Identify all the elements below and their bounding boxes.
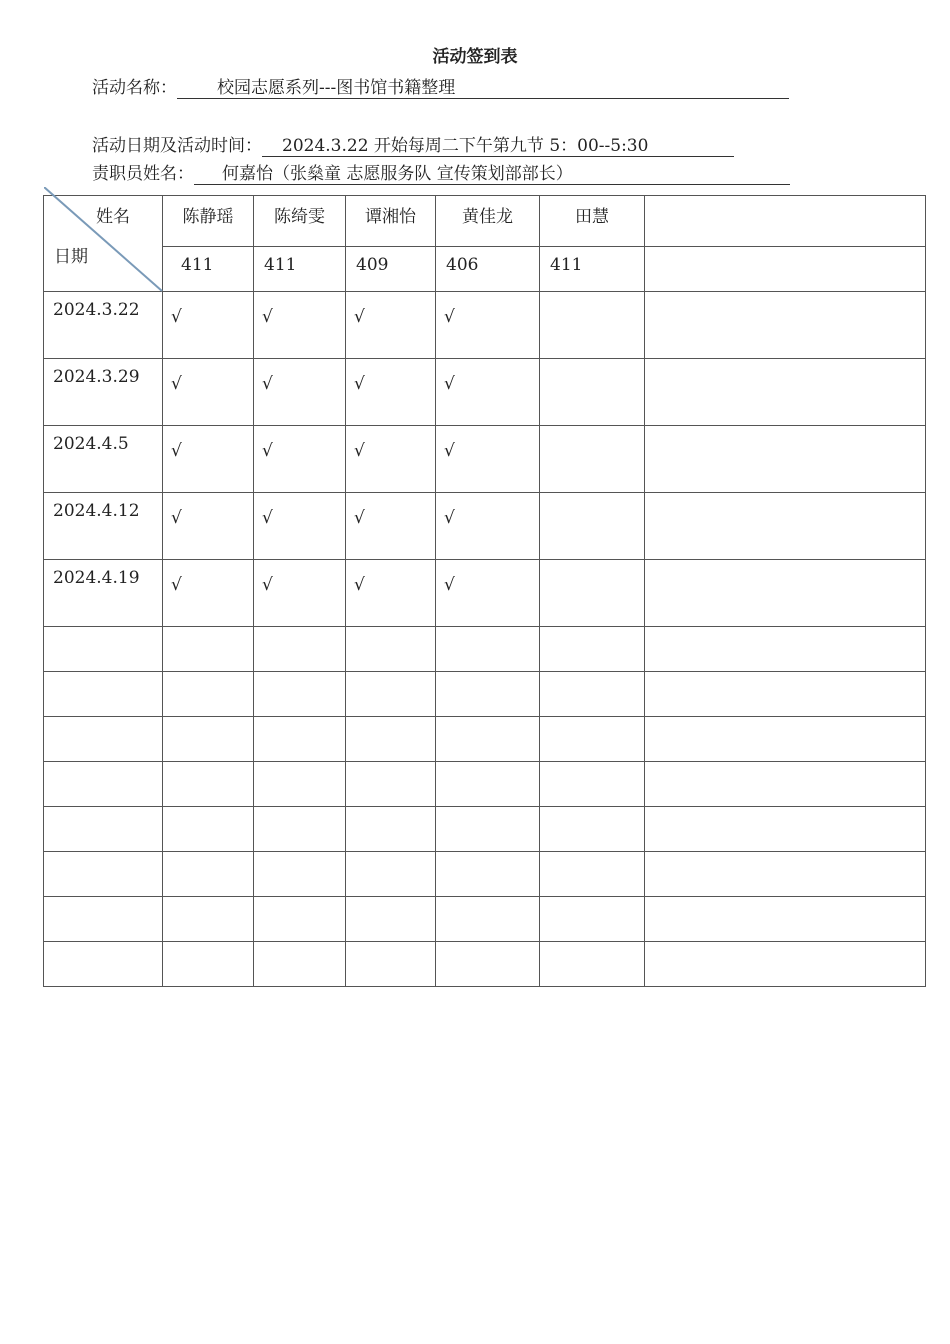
blank-cell bbox=[645, 359, 926, 426]
blank-cell bbox=[540, 807, 645, 852]
blank-cell bbox=[346, 627, 436, 672]
activity-time-line bbox=[92, 131, 734, 157]
blank-cell bbox=[436, 717, 540, 762]
blank-cell bbox=[436, 672, 540, 717]
officer-line bbox=[92, 159, 790, 185]
blank-cell bbox=[163, 852, 254, 897]
blank-cell bbox=[346, 942, 436, 987]
check-cell: √ bbox=[436, 359, 540, 426]
blank-cell bbox=[44, 807, 163, 852]
attendance-row bbox=[44, 493, 926, 560]
check-cell: √ bbox=[254, 292, 346, 359]
activity-time-label: 活动日期及活动时间： bbox=[92, 136, 262, 156]
check-cell: √ bbox=[254, 560, 346, 627]
blank-cell bbox=[44, 897, 163, 942]
blank-cell bbox=[645, 292, 926, 359]
blank-cell bbox=[436, 762, 540, 807]
check-cell: √ bbox=[346, 359, 436, 426]
blank-cell bbox=[44, 942, 163, 987]
blank-cell bbox=[346, 672, 436, 717]
blank-cell bbox=[540, 852, 645, 897]
empty-row bbox=[44, 942, 926, 987]
check-cell: √ bbox=[346, 560, 436, 627]
attendance-row bbox=[44, 359, 926, 426]
blank-cell bbox=[645, 897, 926, 942]
check-cell: √ bbox=[436, 493, 540, 560]
officer-value: 何嘉怡（张燊童 志愿服务队 宣传策划部部长） bbox=[194, 163, 790, 185]
check-cell: √ bbox=[163, 359, 254, 426]
page-title: 活动签到表 bbox=[432, 47, 518, 67]
date-cell: 2024.4.5 bbox=[44, 426, 163, 493]
member-name: 谭湘怡 bbox=[346, 196, 436, 247]
header-row-names bbox=[44, 196, 926, 247]
blank-cell bbox=[163, 942, 254, 987]
blank-cell bbox=[163, 672, 254, 717]
blank-cell bbox=[44, 717, 163, 762]
blank-cell bbox=[346, 807, 436, 852]
check-cell bbox=[540, 426, 645, 493]
activity-name-value: 校园志愿系列---图书馆书籍整理 bbox=[177, 77, 789, 99]
check-cell: √ bbox=[346, 426, 436, 493]
check-cell: √ bbox=[163, 493, 254, 560]
header-row-rooms bbox=[44, 247, 926, 292]
blank-cell bbox=[44, 627, 163, 672]
check-cell: √ bbox=[254, 426, 346, 493]
blank-cell bbox=[163, 627, 254, 672]
blank-cell bbox=[436, 942, 540, 987]
blank-cell bbox=[346, 762, 436, 807]
check-cell: √ bbox=[346, 292, 436, 359]
blank-header-cell bbox=[645, 247, 926, 292]
check-cell: √ bbox=[163, 292, 254, 359]
check-cell bbox=[540, 560, 645, 627]
blank-cell bbox=[44, 672, 163, 717]
blank-cell bbox=[163, 807, 254, 852]
blank-cell bbox=[44, 762, 163, 807]
check-cell bbox=[540, 493, 645, 560]
empty-row bbox=[44, 762, 926, 807]
blank-cell bbox=[645, 560, 926, 627]
sign-in-table bbox=[43, 195, 926, 987]
officer-label: 责职员姓名： bbox=[92, 164, 194, 184]
blank-cell bbox=[254, 717, 346, 762]
blank-cell bbox=[540, 897, 645, 942]
empty-row bbox=[44, 627, 926, 672]
date-cell: 2024.3.22 bbox=[44, 292, 163, 359]
blank-cell bbox=[645, 672, 926, 717]
activity-time-value: 2024.3.22 开始每周二下午第九节 5：00--5:30 bbox=[262, 135, 734, 157]
member-room: 406 bbox=[436, 247, 540, 292]
blank-cell bbox=[254, 627, 346, 672]
blank-cell bbox=[645, 852, 926, 897]
blank-cell bbox=[346, 897, 436, 942]
blank-cell bbox=[540, 762, 645, 807]
blank-cell bbox=[346, 852, 436, 897]
member-room: 411 bbox=[163, 247, 254, 292]
blank-cell bbox=[645, 807, 926, 852]
blank-cell bbox=[645, 942, 926, 987]
blank-cell bbox=[163, 897, 254, 942]
check-cell: √ bbox=[254, 359, 346, 426]
date-cell: 2024.4.19 bbox=[44, 560, 163, 627]
activity-name-label: 活动名称： bbox=[92, 78, 177, 98]
attendance-row bbox=[44, 560, 926, 627]
empty-row bbox=[44, 672, 926, 717]
blank-cell bbox=[645, 717, 926, 762]
blank-cell bbox=[540, 672, 645, 717]
blank-cell bbox=[254, 807, 346, 852]
empty-row bbox=[44, 717, 926, 762]
activity-name-line bbox=[92, 73, 789, 99]
blank-cell bbox=[254, 852, 346, 897]
check-cell: √ bbox=[346, 493, 436, 560]
attendance-row bbox=[44, 426, 926, 493]
check-cell bbox=[540, 292, 645, 359]
check-cell bbox=[540, 359, 645, 426]
blank-cell bbox=[645, 762, 926, 807]
check-cell: √ bbox=[163, 426, 254, 493]
blank-cell bbox=[254, 762, 346, 807]
blank-cell bbox=[436, 627, 540, 672]
blank-cell bbox=[436, 807, 540, 852]
blank-cell bbox=[436, 852, 540, 897]
blank-cell bbox=[163, 717, 254, 762]
date-cell: 2024.3.29 bbox=[44, 359, 163, 426]
blank-header-cell bbox=[645, 196, 926, 247]
member-name: 田慧 bbox=[540, 196, 645, 247]
blank-cell bbox=[254, 897, 346, 942]
blank-cell bbox=[540, 942, 645, 987]
check-cell: √ bbox=[163, 560, 254, 627]
corner-date-label: 日期 bbox=[54, 247, 88, 267]
check-cell: √ bbox=[436, 560, 540, 627]
member-room: 411 bbox=[254, 247, 346, 292]
member-name: 黄佳龙 bbox=[436, 196, 540, 247]
date-cell: 2024.4.12 bbox=[44, 493, 163, 560]
member-room: 411 bbox=[540, 247, 645, 292]
blank-cell bbox=[44, 852, 163, 897]
empty-row bbox=[44, 852, 926, 897]
blank-cell bbox=[436, 897, 540, 942]
check-cell: √ bbox=[436, 426, 540, 493]
blank-cell bbox=[163, 762, 254, 807]
check-cell: √ bbox=[254, 493, 346, 560]
blank-cell bbox=[254, 942, 346, 987]
member-name: 陈绮雯 bbox=[254, 196, 346, 247]
member-name: 陈静瑶 bbox=[163, 196, 254, 247]
blank-cell bbox=[645, 426, 926, 493]
corner-cell bbox=[44, 196, 163, 292]
blank-cell bbox=[254, 672, 346, 717]
attendance-row bbox=[44, 292, 926, 359]
blank-cell bbox=[346, 717, 436, 762]
blank-cell bbox=[540, 717, 645, 762]
blank-cell bbox=[645, 493, 926, 560]
empty-row bbox=[44, 807, 926, 852]
check-cell: √ bbox=[436, 292, 540, 359]
corner-name-label: 姓名 bbox=[96, 207, 130, 227]
member-room: 409 bbox=[346, 247, 436, 292]
empty-row bbox=[44, 897, 926, 942]
blank-cell bbox=[645, 627, 926, 672]
blank-cell bbox=[540, 627, 645, 672]
